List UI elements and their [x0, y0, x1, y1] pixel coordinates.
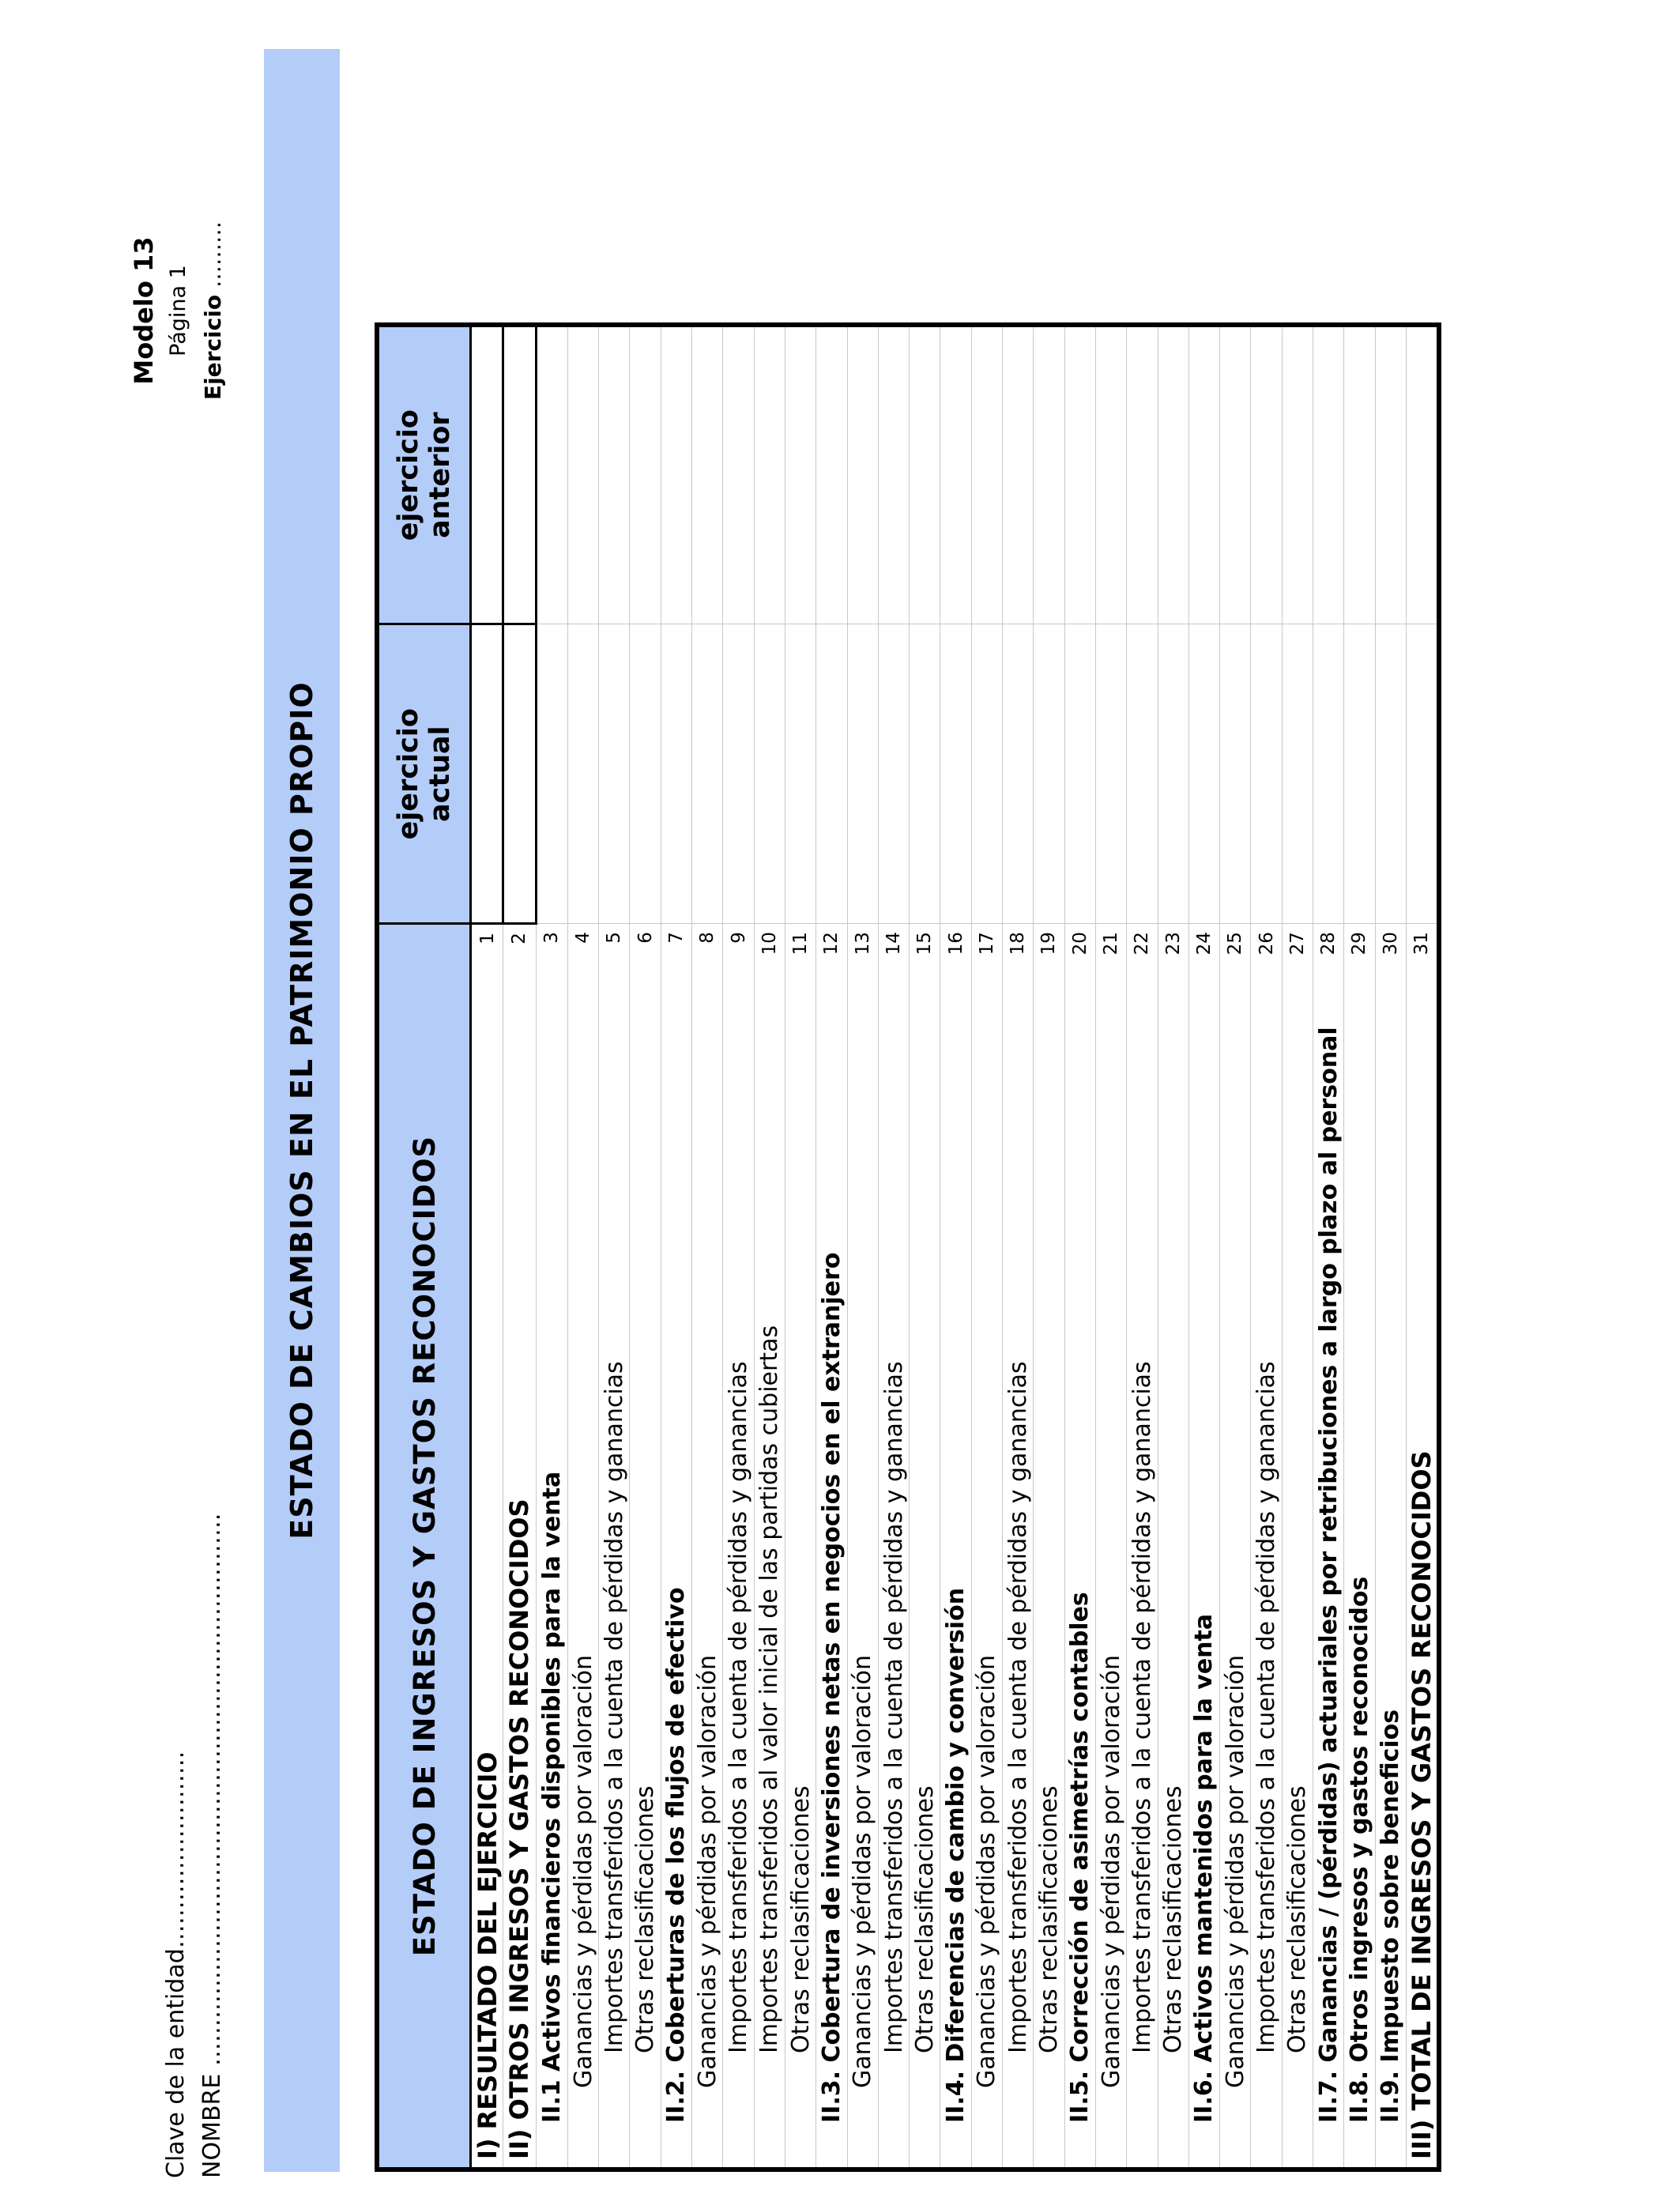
ejercicio-anterior-cell[interactable] — [1003, 325, 1034, 624]
ejercicio-actual-cell[interactable] — [723, 624, 754, 924]
row-number: 15 — [910, 924, 940, 967]
ejercicio-actual-cell[interactable] — [471, 624, 503, 924]
row-number: 13 — [847, 924, 878, 967]
ejercicio-actual-cell[interactable] — [878, 624, 909, 924]
table-row — [910, 325, 940, 2169]
ejercicio-anterior-cell[interactable] — [785, 325, 816, 624]
ejercicio-actual-cell[interactable] — [599, 624, 630, 924]
row-label: II.4. Diferencias de cambio y conversión — [940, 967, 971, 2169]
row-number: 25 — [1220, 924, 1251, 967]
row-number: 2 — [503, 924, 536, 967]
table-row — [754, 325, 785, 2169]
row-label: Importes transferidos a la cuenta de pérdidas y ganancias — [599, 967, 630, 2169]
table-row — [599, 325, 630, 2169]
table-row — [878, 325, 909, 2169]
row-label: Otras reclasificaciones — [1158, 967, 1188, 2169]
ejercicio-anterior-cell[interactable] — [878, 325, 909, 624]
ejercicio-actual-cell[interactable] — [536, 624, 567, 924]
table-body — [471, 325, 1440, 2169]
row-number: 30 — [1375, 924, 1406, 967]
row-label: Importes transferidos a la cuenta de pérdidas y ganancias — [878, 967, 909, 2169]
table-main-header: ESTADO DE INGRESOS Y GASTOS RECONOCIDOS — [377, 924, 471, 2169]
ejercicio-actual-cell[interactable] — [567, 624, 598, 924]
row-number: 22 — [1127, 924, 1158, 967]
ejercicio-actual-cell[interactable] — [1003, 624, 1034, 924]
row-number: 31 — [1406, 924, 1439, 967]
row-label: Ganancias y pérdidas por valoración — [1220, 967, 1251, 2169]
ejercicio-anterior-cell[interactable] — [1375, 325, 1406, 624]
ejercicio-actual-cell[interactable] — [1406, 624, 1439, 924]
row-number: 6 — [630, 924, 661, 967]
ejercicio-anterior-cell[interactable] — [1158, 325, 1188, 624]
pagina-label: Página 1 — [166, 265, 190, 356]
row-label: II.2. Coberturas de los flujos de efectivo — [661, 967, 691, 2169]
row-label: II.9. Impuesto sobre beneficios — [1375, 967, 1406, 2169]
row-label: II.7. Ganancias / (pérdidas) actuariales por retribuciones a largo plazo al personal — [1313, 967, 1344, 2169]
row-label: Otras reclasificaciones — [785, 967, 816, 2169]
ejercicio-anterior-cell[interactable] — [910, 325, 940, 624]
col-ejercicio-anterior — [377, 325, 471, 624]
table-row — [1095, 325, 1126, 2169]
row-number: 17 — [971, 924, 1002, 967]
row-label: Ganancias y pérdidas por valoración — [847, 967, 878, 2169]
row-label: III) TOTAL DE INGRESOS Y GASTOS RECONOCIDOS — [1406, 967, 1439, 2169]
row-label: Importes transferidos a la cuenta de pérdidas y ganancias — [1251, 967, 1282, 2169]
ejercicio-actual-cell[interactable] — [661, 624, 691, 924]
table-row — [1188, 325, 1219, 2169]
model-header — [126, 221, 231, 400]
ejercicio-anterior-cell[interactable] — [1220, 325, 1251, 624]
row-label: Ganancias y pérdidas por valoración — [971, 967, 1002, 2169]
clave-entidad-label: Clave de la entidad……………………. — [162, 1751, 190, 2178]
ejercicio-actual-cell[interactable] — [971, 624, 1002, 924]
table-row — [1064, 325, 1095, 2169]
table-row — [567, 325, 598, 2169]
ejercicio-actual-cell[interactable] — [1220, 624, 1251, 924]
row-label: I) RESULTADO DEL EJERCICIO — [471, 967, 503, 2169]
table-row — [536, 325, 567, 2169]
ejercicio-anterior-cell[interactable] — [1188, 325, 1219, 624]
ejercicio-anterior-cell[interactable] — [723, 325, 754, 624]
ejercicio-anterior-cell[interactable] — [1406, 325, 1439, 624]
ingresos-gastos-table — [375, 322, 1441, 2172]
row-label: Otras reclasificaciones — [1034, 967, 1064, 2169]
ejercicio-anterior-cell[interactable] — [661, 325, 691, 624]
row-number: 8 — [692, 924, 723, 967]
row-label: II.8. Otros ingresos y gastos reconocidos — [1344, 967, 1375, 2169]
row-label: Ganancias y pérdidas por valoración — [692, 967, 723, 2169]
col-anterior-line1: ejercicio — [393, 409, 424, 541]
table-row — [1251, 325, 1282, 2169]
ejercicio-actual-cell[interactable] — [1375, 624, 1406, 924]
col-actual-line1: ejercicio — [393, 708, 424, 840]
row-label: Ganancias y pérdidas por valoración — [567, 967, 598, 2169]
ejercicio-anterior-cell[interactable] — [471, 325, 503, 624]
row-number: 26 — [1251, 924, 1282, 967]
row-label: II.5. Corrección de asimetrías contables — [1064, 967, 1095, 2169]
row-number: 16 — [940, 924, 971, 967]
row-number: 21 — [1095, 924, 1126, 967]
table-row — [940, 325, 971, 2169]
ejercicio-anterior-cell[interactable] — [1282, 325, 1313, 624]
ejercicio-anterior-cell[interactable] — [940, 325, 971, 624]
ejercicio-anterior-cell[interactable] — [754, 325, 785, 624]
row-label: Importes transferidos a la cuenta de pérdidas y ganancias — [1127, 967, 1158, 2169]
table-row — [661, 325, 691, 2169]
row-number: 1 — [471, 924, 503, 967]
ejercicio-actual-cell[interactable] — [692, 624, 723, 924]
table-row — [1282, 325, 1313, 2169]
row-label: Importes transferidos a la cuenta de pérdidas y ganancias — [1003, 967, 1034, 2169]
ejercicio-actual-cell[interactable] — [503, 624, 536, 924]
ejercicio-label — [196, 221, 231, 400]
table-row — [1344, 325, 1375, 2169]
row-number: 20 — [1064, 924, 1095, 967]
table-row — [692, 325, 723, 2169]
row-number: 27 — [1282, 924, 1313, 967]
row-number: 9 — [723, 924, 754, 967]
row-number: 5 — [599, 924, 630, 967]
row-number: 10 — [754, 924, 785, 967]
col-actual-line2: actual — [424, 726, 456, 822]
ejercicio-actual-cell[interactable] — [1034, 624, 1064, 924]
row-label: II.6. Activos mantenidos para la venta — [1188, 967, 1219, 2169]
ejercicio-actual-cell[interactable] — [1127, 624, 1158, 924]
modelo-label: Modelo 13 — [129, 236, 159, 385]
ejercicio-actual-cell[interactable] — [910, 624, 940, 924]
ejercicio-actual-cell[interactable] — [1158, 624, 1188, 924]
ejercicio-anterior-cell[interactable] — [971, 325, 1002, 624]
row-label: II.1 Activos financieros disponibles para la venta — [536, 967, 567, 2169]
table-header-row — [377, 325, 471, 2169]
ejercicio-anterior-cell[interactable] — [847, 325, 878, 624]
table-row — [785, 325, 816, 2169]
ejercicio-dots: ……… — [200, 221, 226, 288]
row-label: Otras reclasificaciones — [1282, 967, 1313, 2169]
ejercicio-actual-cell[interactable] — [785, 624, 816, 924]
table-row — [1034, 325, 1064, 2169]
ejercicio-anterior-cell[interactable] — [536, 325, 567, 624]
ejercicio-actual-cell[interactable] — [1344, 624, 1375, 924]
table-row — [723, 325, 754, 2169]
ejercicio-anterior-cell[interactable] — [816, 325, 847, 624]
ejercicio-actual-cell[interactable] — [1313, 624, 1344, 924]
table-row — [1158, 325, 1188, 2169]
table-row — [816, 325, 847, 2169]
row-label: Importes transferidos al valor inicial de las partidas cubiertas — [754, 967, 785, 2169]
row-number: 24 — [1188, 924, 1219, 967]
row-label: II.3. Cobertura de inversiones netas en negocios en el extranjero — [816, 967, 847, 2169]
table-row — [630, 325, 661, 2169]
ejercicio-actual-cell[interactable] — [1064, 624, 1095, 924]
table-row — [503, 325, 536, 2169]
ejercicio-anterior-cell[interactable] — [1064, 325, 1095, 624]
row-label: Ganancias y pérdidas por valoración — [1095, 967, 1126, 2169]
ejercicio-actual-cell[interactable] — [630, 624, 661, 924]
page-title: ESTADO DE CAMBIOS EN EL PATRIMONIO PROPIO — [284, 681, 319, 1540]
row-number: 11 — [785, 924, 816, 967]
ejercicio-anterior-cell[interactable] — [1313, 325, 1344, 624]
ejercicio-actual-cell[interactable] — [1282, 624, 1313, 924]
table-row — [1220, 325, 1251, 2169]
nombre-label: NOMBRE ……………………………………………………………. — [198, 1513, 226, 2178]
row-label: Importes transferidos a la cuenta de pérdidas y ganancias — [723, 967, 754, 2169]
ejercicio-actual-cell[interactable] — [847, 624, 878, 924]
ejercicio-actual-cell[interactable] — [754, 624, 785, 924]
ejercicio-actual-cell[interactable] — [940, 624, 971, 924]
ejercicio-anterior-cell[interactable] — [1251, 325, 1282, 624]
ejercicio-text: Ejercicio — [200, 294, 226, 401]
title-band — [264, 49, 340, 2172]
ejercicio-actual-cell[interactable] — [1095, 624, 1126, 924]
table-row — [1406, 325, 1439, 2169]
ejercicio-anterior-cell[interactable] — [1034, 325, 1064, 624]
ejercicio-anterior-cell[interactable] — [1127, 325, 1158, 624]
ejercicio-anterior-cell[interactable] — [567, 325, 598, 624]
row-label: Otras reclasificaciones — [630, 967, 661, 2169]
row-number: 29 — [1344, 924, 1375, 967]
table-row — [1375, 325, 1406, 2169]
row-number: 14 — [878, 924, 909, 967]
ejercicio-actual-cell[interactable] — [816, 624, 847, 924]
row-label: Otras reclasificaciones — [910, 967, 940, 2169]
table-row — [971, 325, 1002, 2169]
row-number: 4 — [567, 924, 598, 967]
ejercicio-anterior-cell[interactable] — [599, 325, 630, 624]
table-row — [1127, 325, 1158, 2169]
row-label: II) OTROS INGRESOS Y GASTOS RECONOCIDOS — [503, 967, 536, 2169]
row-number: 23 — [1158, 924, 1188, 967]
table-row — [1003, 325, 1034, 2169]
ejercicio-anterior-cell[interactable] — [692, 325, 723, 624]
ejercicio-anterior-cell[interactable] — [630, 325, 661, 624]
table-row — [1313, 325, 1344, 2169]
col-ejercicio-actual — [377, 624, 471, 924]
row-number: 12 — [816, 924, 847, 967]
row-number: 3 — [536, 924, 567, 967]
ejercicio-actual-cell[interactable] — [1188, 624, 1219, 924]
table-row — [847, 325, 878, 2169]
ejercicio-anterior-cell[interactable] — [1344, 325, 1375, 624]
ejercicio-actual-cell[interactable] — [1251, 624, 1282, 924]
row-number: 7 — [661, 924, 691, 967]
row-number: 18 — [1003, 924, 1034, 967]
entity-header — [158, 1514, 231, 2178]
row-number: 28 — [1313, 924, 1344, 967]
ejercicio-anterior-cell[interactable] — [503, 325, 536, 624]
table-row — [471, 325, 503, 2169]
row-number: 19 — [1034, 924, 1064, 967]
ejercicio-anterior-cell[interactable] — [1095, 325, 1126, 624]
col-anterior-line2: anterior — [424, 412, 456, 538]
